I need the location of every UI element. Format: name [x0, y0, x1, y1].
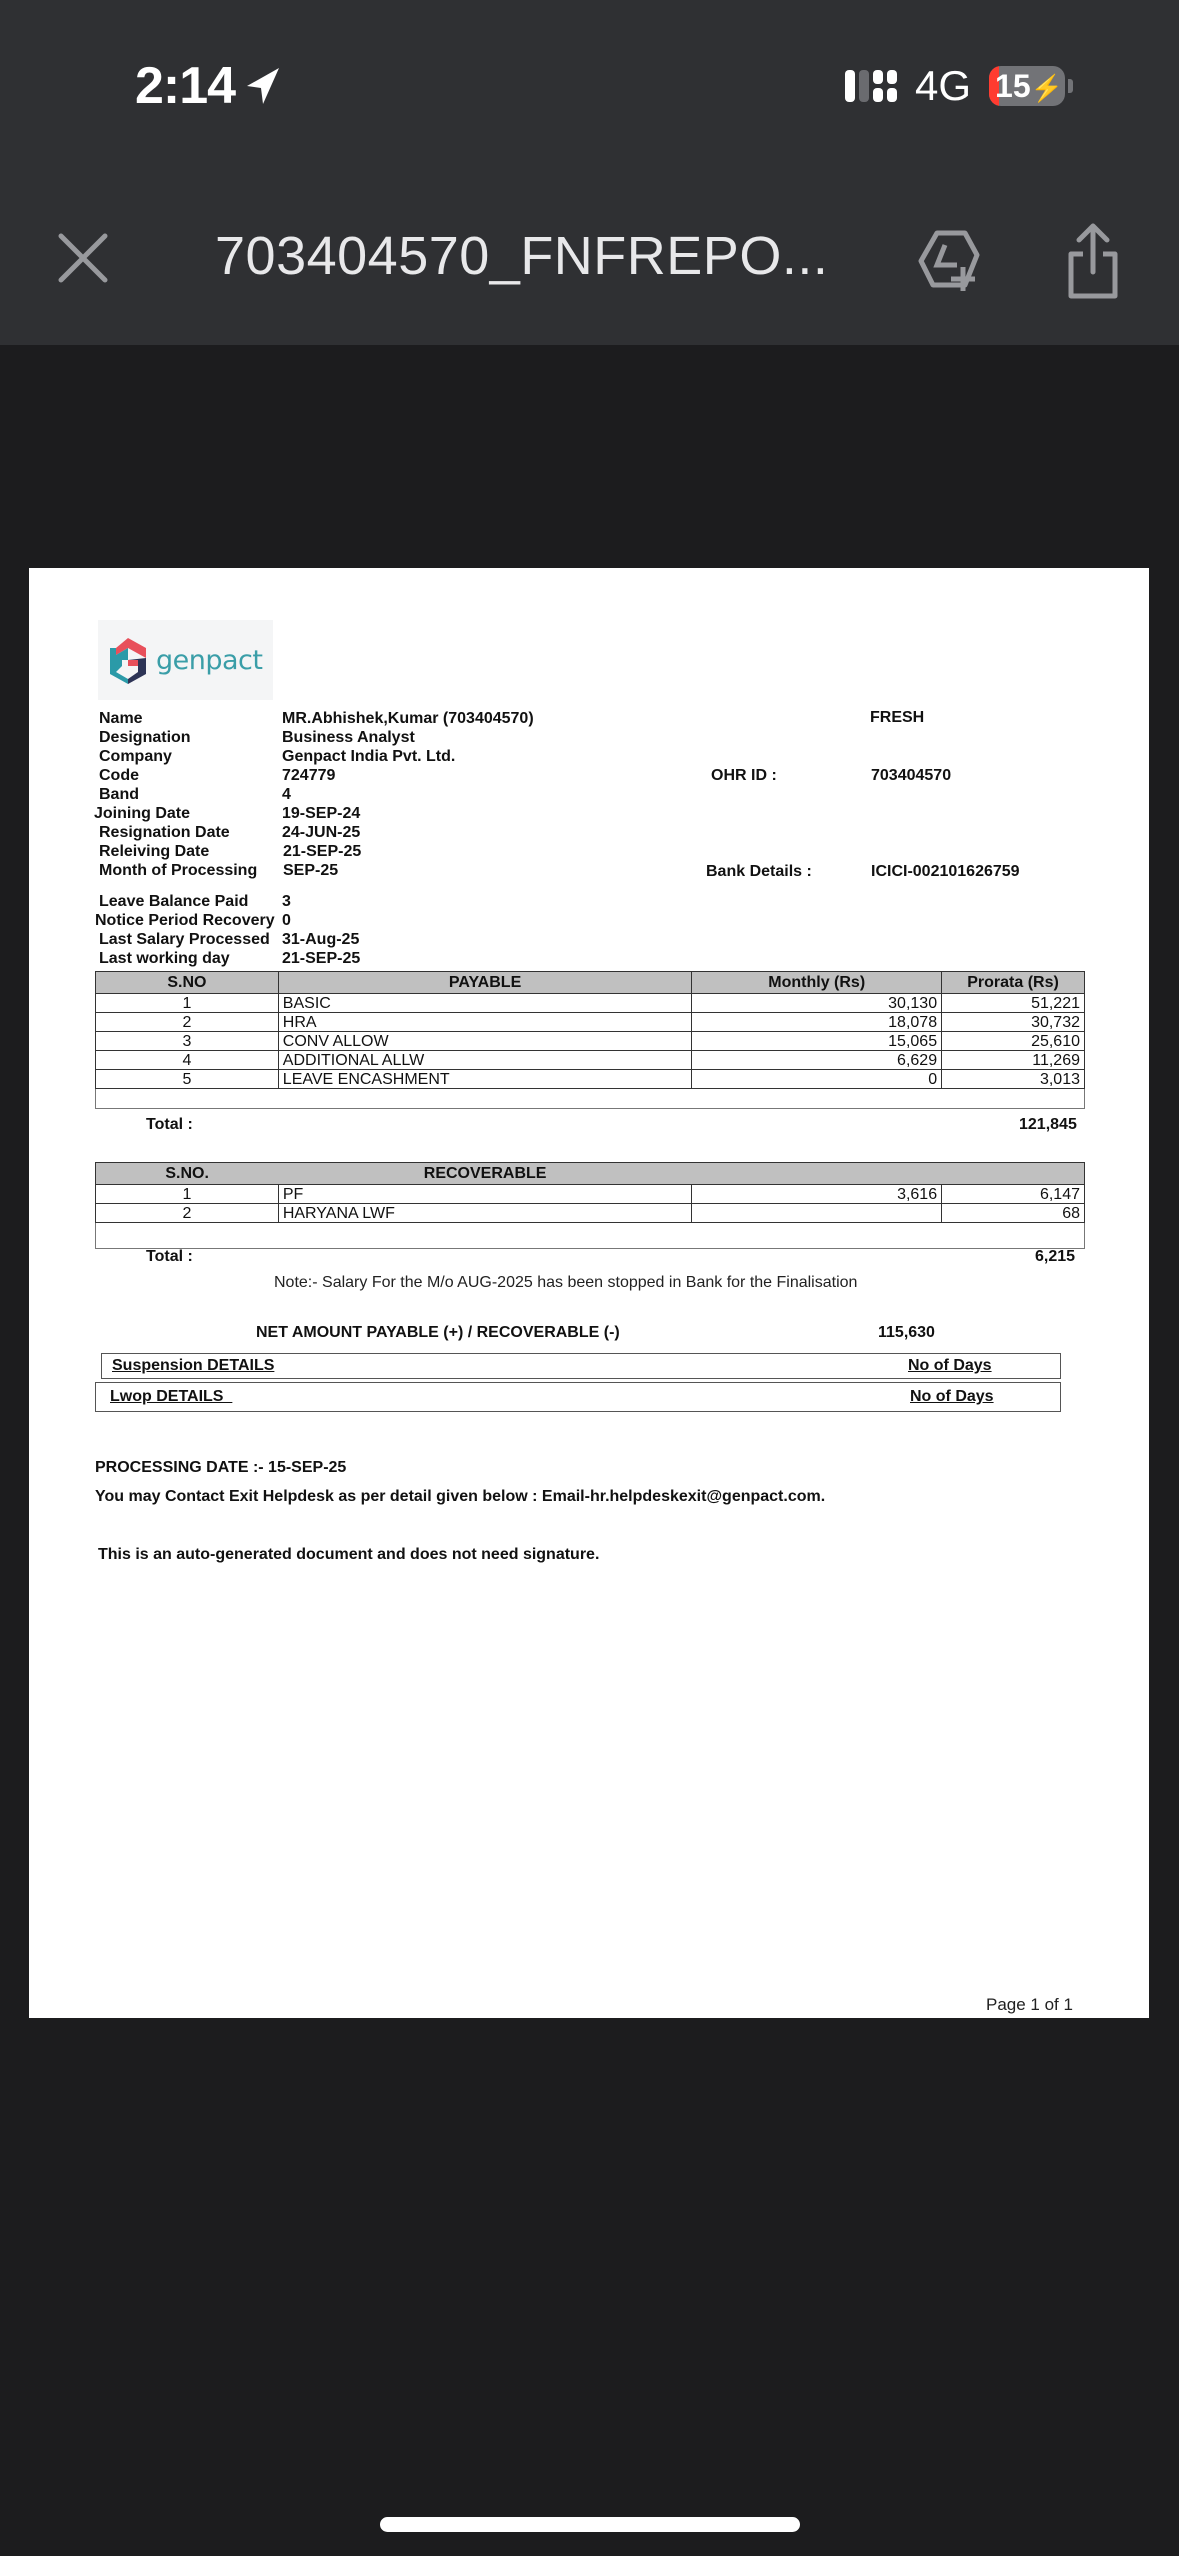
empty-row — [96, 1223, 1085, 1249]
close-icon[interactable] — [55, 230, 111, 286]
markup-icon[interactable] — [915, 225, 985, 295]
payable-total-value: 121,845 — [1019, 1116, 1077, 1133]
payable-total-label: Total : — [146, 1116, 193, 1133]
battery-icon: 15⚡ — [989, 66, 1065, 106]
net-amount-label: NET AMOUNT PAYABLE (+) / RECOVERABLE (-) — [256, 1324, 620, 1341]
recoverable-total-label: Total : — [146, 1248, 193, 1265]
share-icon[interactable] — [1065, 222, 1121, 300]
column-header-sno: S.NO — [96, 972, 279, 994]
column-header-monthly: Monthly (Rs) — [692, 972, 942, 994]
suspension-days-label: No of Days — [908, 1357, 992, 1374]
column-header-prorata: Prorata (Rs) — [942, 972, 1085, 994]
bank-details-label: Bank Details : — [706, 863, 812, 880]
details-values: MR.Abhishek,Kumar (703404570) Business Analyst Genpact India Pvt. Ltd. 724779 4 19-SEP-24 24-JUN-25 21-SEP-25 SEP-25 — [282, 710, 534, 879]
net-amount-value: 115,630 — [878, 1324, 935, 1341]
processing-date: PROCESSING DATE :- 15-SEP-25 — [95, 1459, 347, 1476]
logo-text: genpact — [156, 644, 263, 676]
empty-row — [96, 1089, 1085, 1109]
ohr-id-value: 703404570 — [871, 767, 952, 784]
ohr-id-label: OHR ID : — [711, 767, 777, 784]
column-header-sno: S.NO. — [96, 1163, 279, 1185]
charging-bolt-icon: ⚡ — [1030, 72, 1064, 103]
lwop-details-box — [95, 1382, 1061, 1412]
column-header-recoverable: RECOVERABLE — [278, 1163, 692, 1185]
page-indicator: Page 1 of 1 — [986, 1995, 1073, 2014]
column-header-payable: PAYABLE — [278, 972, 692, 994]
table-row: 3 CONV ALLOW 15,065 25,610 — [96, 1032, 1085, 1051]
genpact-logo — [98, 620, 273, 700]
table-row: 1 BASIC 30,130 51,221 — [96, 994, 1085, 1013]
table-row: 1 PF 3,616 6,147 — [96, 1185, 1085, 1204]
lwop-details-label: Lwop DETAILS — [110, 1388, 233, 1405]
table-row: 2 HARYANA LWF 68 — [96, 1204, 1085, 1223]
table-row: 2 HRA 18,078 30,732 — [96, 1013, 1085, 1032]
table-row: 4 ADDITIONAL ALLW 6,629 11,269 — [96, 1051, 1085, 1070]
suspension-details-label: Suspension DETAILS — [112, 1357, 275, 1374]
auto-generated-notice: This is an auto-generated document and does not need signature. — [98, 1546, 600, 1563]
pdf-page — [29, 568, 1149, 2018]
suspension-details-box — [101, 1353, 1061, 1379]
table-row: 5 LEAVE ENCASHMENT 0 3,013 — [96, 1070, 1085, 1089]
bank-details-value: ICICI-002101626759 — [871, 863, 1020, 880]
employee-status-tag: FRESH — [870, 709, 925, 726]
document-title: 703404570_FNFREPO... — [215, 226, 829, 286]
network-type: 4G — [915, 62, 972, 109]
details-labels: Name Designation Company Code Band Joining Date Resignation Date Releiving Date Month of Processing — [94, 710, 258, 879]
exit-helpdesk-contact: You may Contact Exit Helpdesk as per detail given below : Email-hr.helpdeskexit@genpact.com. — [95, 1488, 826, 1505]
cellular-signal-icon — [845, 70, 897, 102]
clock: 2:14 — [135, 57, 236, 115]
extra-details-labels: Leave Balance Paid Notice Period Recovery Last Salary Processed Last working day — [95, 893, 275, 967]
status-indicators — [845, 62, 1073, 110]
lwop-days-label: No of Days — [910, 1388, 994, 1405]
salary-note: Note:- Salary For the M/o AUG-2025 has been stopped in Bank for the Finalisation — [274, 1274, 858, 1291]
payable-table — [95, 971, 1085, 1109]
home-indicator[interactable] — [380, 2517, 800, 2532]
location-arrow-icon — [243, 64, 283, 108]
status-time — [135, 56, 283, 116]
recoverable-table — [95, 1162, 1085, 1249]
extra-details-values: 3 0 31-Aug-25 21-SEP-25 — [282, 893, 361, 967]
recoverable-total-value: 6,215 — [1035, 1248, 1076, 1265]
app-header — [0, 0, 1179, 345]
genpact-logo-icon — [108, 636, 148, 684]
